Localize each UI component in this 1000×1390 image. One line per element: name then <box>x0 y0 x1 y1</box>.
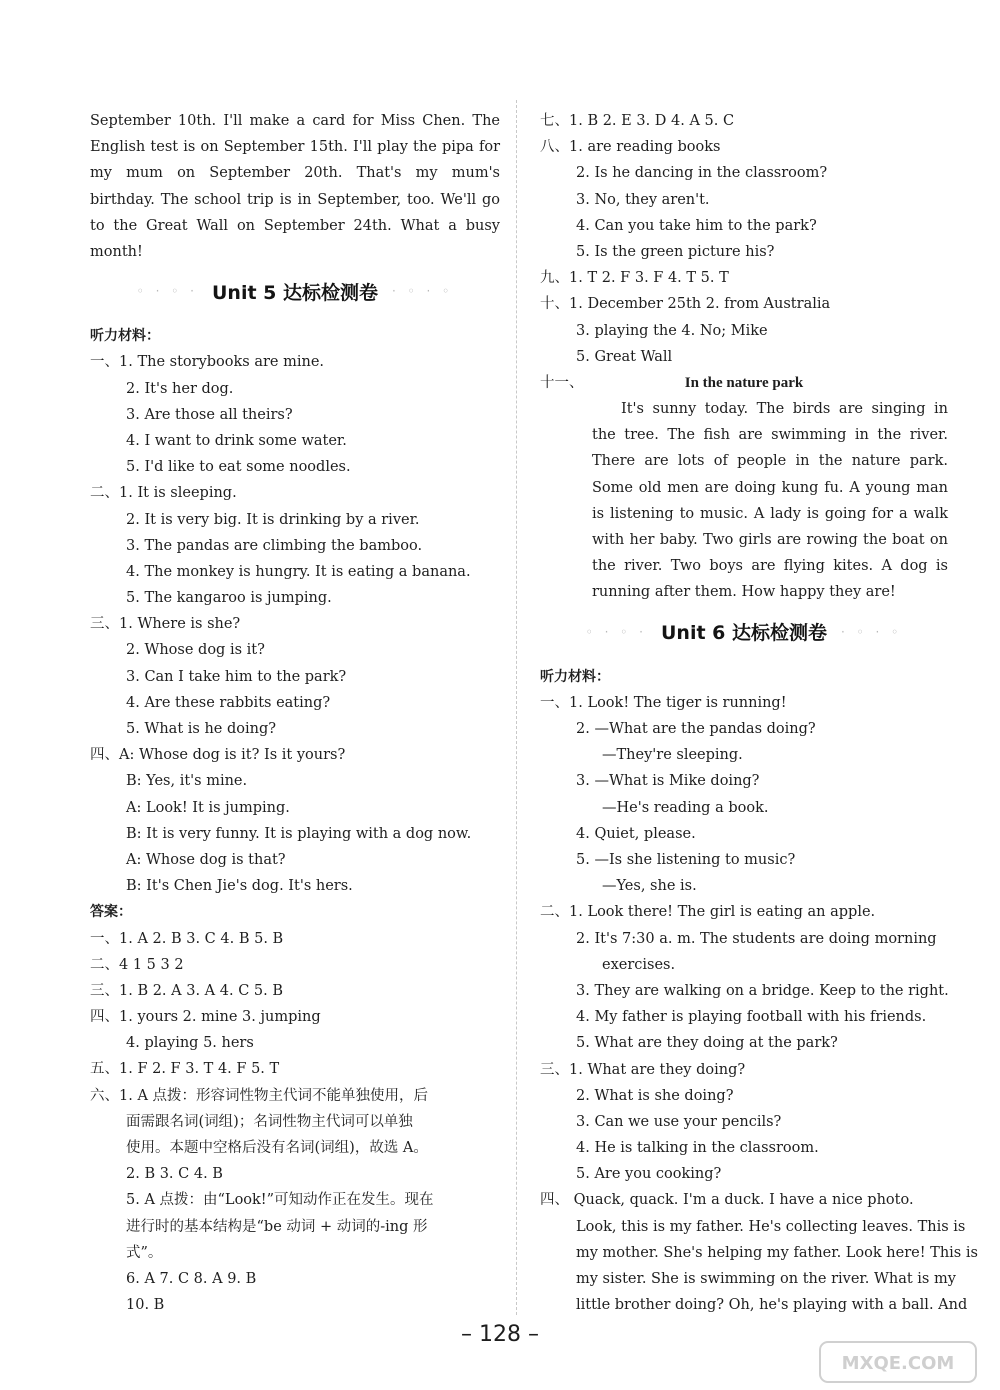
essay-title-row <box>540 370 948 396</box>
text-line: 10. B <box>126 1297 165 1314</box>
text-line: 七、1. B 2. E 3. D 4. A 5. C <box>540 113 735 129</box>
watermark-text: MXQE.COM <box>841 1353 955 1374</box>
text-line: 进行时的基本结构是“be 动词 + 动词的-ing 形 <box>126 1218 428 1235</box>
text-line: 3. Can I take him to the park? <box>126 668 347 685</box>
text-line: 3. Can we use your pencils? <box>576 1113 782 1130</box>
section-label: 听力材料： <box>90 328 160 345</box>
paragraph: September 10th. I'll make a card for Miss Chen. The English test is on September 15th. I'll play the pipa for my mum on September 20th. That's my mum's birthday. The school trip is in September, too. We'll go to the Great Wall on September 24th. What a busy month! <box>90 113 500 261</box>
text-line: 使用。本题中空格后没有名词(词组)，故选 A。 <box>126 1140 428 1157</box>
text-line: my sister. She is swimming on the river. What is my <box>576 1271 956 1287</box>
text-line: 四、 Quack, quack. I'm a duck. I have a nice photo. <box>540 1192 914 1209</box>
text-line: 四、1. yours 2. mine 3. jumping <box>90 1009 321 1026</box>
text-line: 4. The monkey is hungry. It is eating a banana. <box>126 563 471 580</box>
text-line: B: It's Chen Jie's dog. It's hers. <box>126 878 353 895</box>
text-line: little brother doing? Oh, he's playing with a ball. And <box>576 1297 968 1314</box>
text-line: 4. Are these rabbits eating? <box>126 694 331 711</box>
text-line: 5. The kangaroo is jumping. <box>126 590 332 607</box>
essay-title: In the nature park <box>684 374 804 391</box>
text-line: 4. My father is playing football with his friends. <box>576 1009 927 1026</box>
text-line: 九、1. T 2. F 3. F 4. T 5. T <box>540 270 729 287</box>
column-divider <box>516 100 517 1315</box>
text-line: 3. No, they aren't. <box>576 191 710 208</box>
unit-heading <box>540 610 948 654</box>
text-line: 5. Is the green picture his? <box>576 243 775 260</box>
text-line: A: Whose dog is that? <box>126 851 286 868</box>
text-line: 3. The pandas are climbing the bamboo. <box>126 537 423 554</box>
essay-paragraph: It's sunny today. The birds are singing in the tree. The fish are swimming in the river. There are lots of people in the nature park. Some old men are doing kung fu. A young man is listening to music. A lady is going for a walk with her baby. Two girls are rowing the boat on the river. Two boys are flying kites. A dog is running after them. How happy they are! <box>592 401 948 601</box>
unit-title: Unit 6 达标检测卷 <box>661 622 827 645</box>
text-line: 2. —What are the pandas doing? <box>576 721 816 738</box>
text-line: 二、1. Look there! The girl is eating an apple. <box>540 904 876 921</box>
right-column <box>540 108 978 1318</box>
decor-dots-icon: · ◦ · ◦ <box>841 624 903 639</box>
text-line: 三、1. B 2. A 3. A 4. C 5. B <box>90 982 284 999</box>
unit-title: Unit 5 达标检测卷 <box>212 281 378 304</box>
text-line: 5. Great Wall <box>576 348 673 365</box>
section-label: 听力材料： <box>540 668 610 685</box>
text-line: A: Look! It is jumping. <box>126 799 290 816</box>
text-line: exercises. <box>602 956 676 973</box>
text-line: 2. B 3. C 4. B <box>126 1166 223 1183</box>
text-line: 一、1. Look! The tiger is running! <box>540 694 787 711</box>
text-line: 2. Is he dancing in the classroom? <box>576 165 828 182</box>
text-line: 八、1. are reading books <box>540 139 721 156</box>
text-line: B: It is very funny. It is playing with a dog now. <box>126 825 472 842</box>
text-line: 一、1. The storybooks are mine. <box>90 354 325 371</box>
decor-dots-icon: · ◦ · ◦ <box>392 284 454 299</box>
text-line: 3. Are those all theirs? <box>126 406 293 423</box>
text-line: 面需跟名词(词组)；名词性物主代词可以单独 <box>126 1113 413 1130</box>
text-line: 4. I want to drink some water. <box>126 432 347 449</box>
text-line: 2. It's 7:30 a. m. The students are doing morning <box>576 930 937 947</box>
text-line: 4. Can you take him to the park? <box>576 217 817 234</box>
text-line: —He's reading a book. <box>602 799 769 816</box>
text-line: 4. playing 5. hers <box>126 1035 254 1052</box>
text-line: 5. What are they doing at the park? <box>576 1035 838 1052</box>
page-number: – 128 – <box>461 1322 539 1347</box>
text-line: 2. It is very big. It is drinking by a river. <box>126 511 420 528</box>
decor-dots-icon: ◦ · ◦ · <box>136 284 198 299</box>
text-line: 5. I'd like to eat some noodles. <box>126 459 351 476</box>
text-line: 二、1. It is sleeping. <box>90 485 237 502</box>
text-line: 式”。 <box>126 1244 163 1261</box>
text-line: 4. Quiet, please. <box>576 825 696 842</box>
text-line: —Yes, she is. <box>602 878 697 895</box>
text-line: 5. Are you cooking? <box>576 1166 722 1183</box>
question-number: 十一、 <box>540 374 584 391</box>
text-line: 2. It's her dog. <box>126 380 234 397</box>
text-line: 6. A 7. C 8. A 9. B <box>126 1270 257 1287</box>
text-line: 十、1. December 25th 2. from Australia <box>540 296 831 313</box>
text-line: 一、1. A 2. B 3. C 4. B 5. B <box>90 930 284 947</box>
text-line: 3. —What is Mike doing? <box>576 773 760 790</box>
text-line: 三、1. Where is she? <box>90 616 241 633</box>
text-line: 2. What is she doing? <box>576 1087 734 1104</box>
text-line: B: Yes, it's mine. <box>126 773 248 790</box>
text-line: 5. —Is she listening to music? <box>576 852 796 868</box>
text-line: 六、1. A 点拨：形容词性物主代词不能单独使用，后 <box>90 1087 429 1104</box>
text-line: my mother. She's helping my father. Look here! This is <box>576 1244 978 1261</box>
decor-dots-icon: ◦ · ◦ · <box>585 624 647 639</box>
text-line: 5. What is he doing? <box>126 721 277 738</box>
text-line: 五、1. F 2. F 3. T 4. F 5. T <box>90 1061 280 1078</box>
text-line: 3. They are walking on a bridge. Keep to the right. <box>576 982 949 999</box>
watermark-logo-icon <box>818 1340 978 1384</box>
text-line: 5. A 点拨：由“Look!”可知动作正在发生。现在 <box>126 1192 434 1209</box>
text-line: —They're sleeping. <box>602 747 743 764</box>
text-line: 四、A: Whose dog is it? Is it yours? <box>90 747 346 764</box>
section-label: 答案： <box>90 904 132 921</box>
text-line: 二、4 1 5 3 2 <box>90 956 184 973</box>
text-line: 三、1. What are they doing? <box>540 1061 746 1078</box>
text-line: Look, this is my father. He's collecting leaves. This is <box>576 1218 966 1235</box>
text-line: 2. Whose dog is it? <box>126 642 265 659</box>
text-line: 4. He is talking in the classroom. <box>576 1140 819 1157</box>
text-line: 3. playing the 4. No; Mike <box>576 322 768 339</box>
unit-heading <box>90 269 500 313</box>
left-column <box>90 108 500 1318</box>
